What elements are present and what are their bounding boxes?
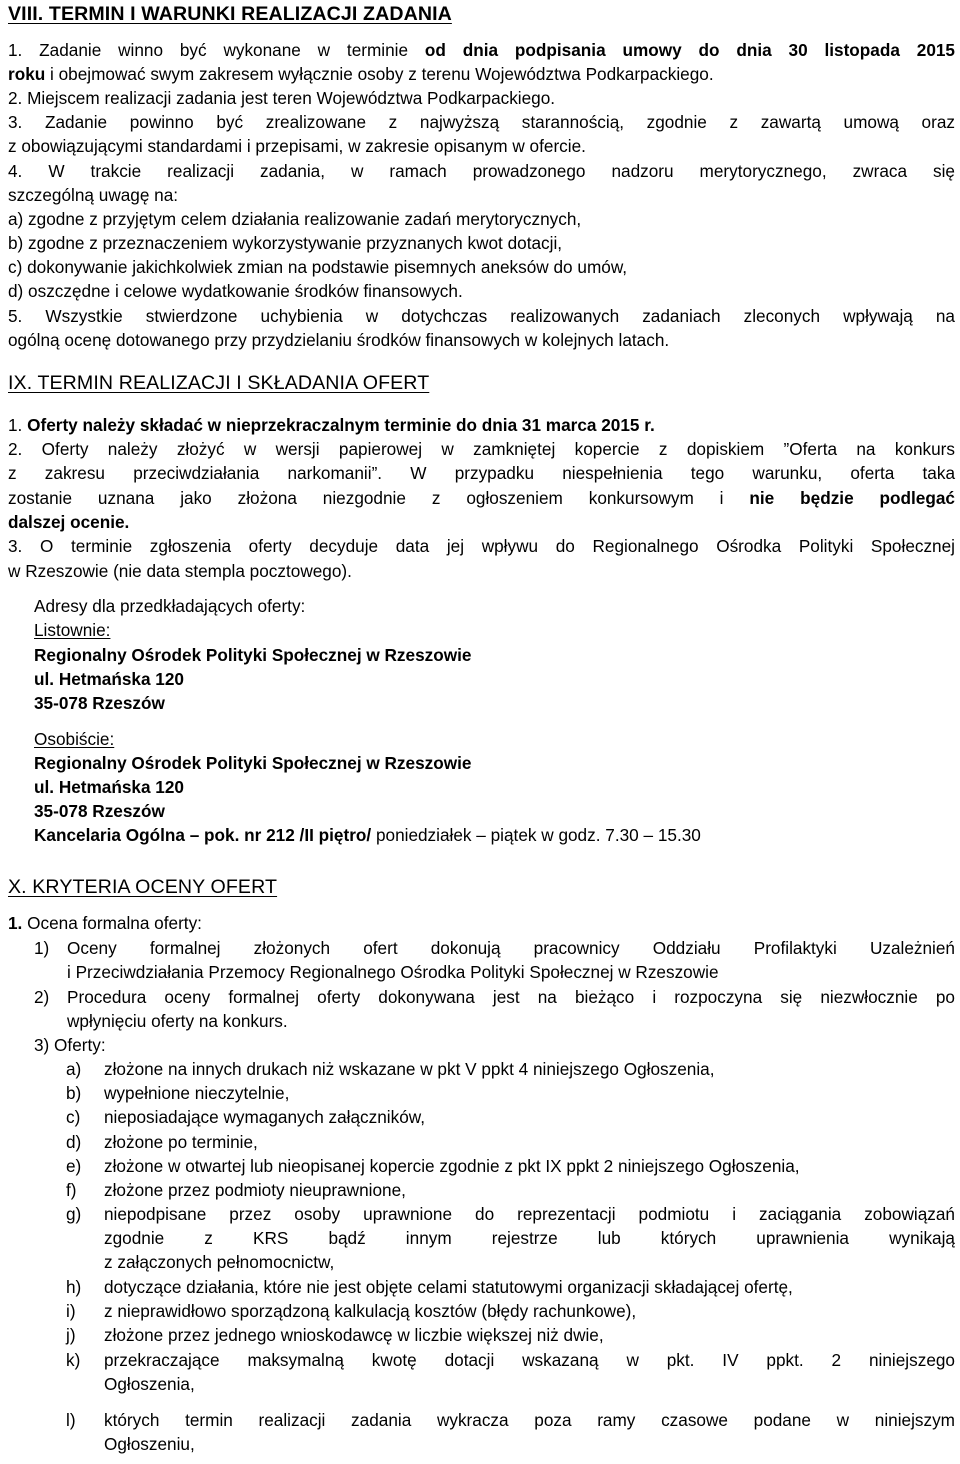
list-item-8-4-c: c) dokonywanie jakichkolwiek zmian na podstawie pisemnych aneksów do umów, — [8, 257, 628, 277]
sub-item-text-continued: Ogłoszeniu, — [104, 1434, 195, 1454]
sub-item-number: a) — [66, 1059, 82, 1079]
paragraph-9-3-line-1: 3. O terminie zgłoszenia oferty decyduje data jej wpływu do Regionalnego Ośrodka Polityki Społecznej — [8, 536, 955, 556]
sub-item-number: i) — [66, 1301, 76, 1321]
sub-item-number: b) — [66, 1083, 82, 1103]
list-item-8-4-d: d) oszczędne i celowe wydatkowanie środków finansowych. — [8, 281, 463, 301]
sub-item-text-continued: z załączonych pełnomocnictw, — [104, 1252, 335, 1272]
paragraph-9-2-line-3: zostanie uznana jako złożona niezgodnie z ogłoszeniem konkursowym i nie będzie podlegać — [8, 488, 955, 508]
sub-item-text: z nieprawidłowo sporządzoną kalkulacją kosztów (błędy rachunkowe), — [104, 1301, 637, 1321]
sub-item-text: złożone na innych drukach niż wskazane w pkt V ppkt 4 niniejszego Ogłoszenia, — [104, 1059, 715, 1079]
sub-item-text: złożone przez podmioty nieuprawnione, — [104, 1180, 406, 1200]
paragraph-9-1: 1. Oferty należy składać w nieprzekraczalnym terminie do dnia 31 marca 2015 r. — [8, 415, 655, 435]
mail-city: 35-078 Rzeszów — [34, 693, 165, 713]
paragraph-9-3-line-2: w Rzeszowie (nie data stempla pocztowego). — [8, 561, 352, 581]
paragraph-9-2-line-2: z zakresu przeciwdziałania narkomanii”. W przypadku niespełnienia tego warunku, oferta taka — [8, 463, 955, 483]
address-intro: Adresy dla przedkładających oferty: — [34, 596, 306, 616]
item-10-1-2-line-1: Procedura oceny formalnej oferty dokonywana jest na bieżąco i rozpoczyna się niezwłocznie po — [67, 987, 955, 1007]
paragraph-8-1-line-2: roku i obejmować swym zakresem wyłącznie osoby z terenu Województwa Podkarpackiego. — [8, 64, 714, 84]
section-heading-viii: VIII. TERMIN I WARUNKI REALIZACJI ZADANIA — [8, 3, 452, 25]
mail-street: ul. Hetmańska 120 — [34, 669, 184, 689]
mail-label: Listownie: — [34, 620, 111, 640]
mail-organization: Regionalny Ośrodek Polityki Społecznej w Rzeszowie — [34, 645, 472, 665]
sub-item-text: przekraczające maksymalną kwotę dotacji wskazaną w pkt. IV ppkt. 2 niniejszego — [104, 1350, 955, 1370]
paragraph-9-2-line-4: dalszej ocenie. — [8, 512, 130, 532]
sub-item-number: l) — [66, 1410, 76, 1430]
sub-item-number: g) — [66, 1204, 82, 1224]
paragraph-8-4-line-1: 4. W trakcie realizacji zadania, w ramach prowadzonego nadzoru merytorycznego, zwraca się — [8, 161, 955, 181]
sub-item-number: k) — [66, 1350, 81, 1370]
item-10-1-3: 3) Oferty: — [34, 1035, 106, 1055]
sub-item-text: dotyczące działania, które nie jest objęte celami statutowymi organizacji składającej ofertę, — [104, 1277, 793, 1297]
sub-item-text: złożone po terminie, — [104, 1132, 258, 1152]
section-heading-ix: IX. TERMIN REALIZACJI I SKŁADANIA OFERT — [8, 372, 430, 394]
sub-item-text: wypełnione nieczytelnie, — [104, 1083, 290, 1103]
item-10-1-1-line-2: i Przeciwdziałania Przemocy Regionalnego Ośrodka Polityki Społecznej w Rzeszowie — [67, 962, 719, 982]
paragraph-10-1: 1. Ocena formalna oferty: — [8, 913, 202, 933]
sub-item-text: których termin realizacji zadania wykracza poza ramy czasowe podane w niniejszym — [104, 1410, 955, 1430]
paragraph-8-1-line-1: 1. Zadanie winno być wykonane w terminie od dnia podpisania umowy do dnia 30 listopada 2015 — [8, 40, 955, 60]
list-item-8-4-b: b) zgodne z przeznaczeniem wykorzystywanie przyznanych kwot dotacji, — [8, 233, 563, 253]
item-10-1-2-line-2: wpłynięciu oferty na konkurs. — [67, 1011, 288, 1031]
sub-item-number: d) — [66, 1132, 82, 1152]
sub-item-text-continued: Ogłoszenia, — [104, 1374, 195, 1394]
paragraph-8-3-line-1: 3. Zadanie powinno być zrealizowane z najwyższą starannością, zgodnie z zawartą umową oraz — [8, 112, 955, 132]
sub-item-number: j) — [66, 1325, 76, 1345]
in-person-street: ul. Hetmańska 120 — [34, 777, 184, 797]
section-heading-x: X. KRYTERIA OCENY OFERT — [8, 876, 278, 898]
in-person-label: Osobiście: — [34, 729, 115, 749]
paragraph-8-5-line-2: ogólną ocenę dotowanego przy przydzielaniu środków finansowych w kolejnych latach. — [8, 330, 670, 350]
sub-item-number: e) — [66, 1156, 82, 1176]
in-person-organization: Regionalny Ośrodek Polityki Społecznej w Rzeszowie — [34, 753, 472, 773]
item-10-1-1-line-1: Oceny formalnej złożonych ofert dokonują pracownicy Oddziału Profilaktyki Uzależnień — [67, 938, 955, 958]
sub-item-number: h) — [66, 1277, 82, 1297]
sub-item-text: nieposiadające wymaganych załączników, — [104, 1107, 426, 1127]
sub-item-number: f) — [66, 1180, 77, 1200]
list-item-8-4-a: a) zgodne z przyjętym celem działania realizowanie zadań merytorycznych, — [8, 209, 582, 229]
in-person-city: 35-078 Rzeszów — [34, 801, 165, 821]
item-10-1-1-number: 1) — [34, 938, 50, 958]
paragraph-9-2-line-1: 2. Oferty należy złożyć w wersji papierowej w zamkniętej kopercie z dopiskiem ”Oferta na konkurs — [8, 439, 955, 459]
sub-item-text-continued: zgodnie z KRS bądź innym rejestrze lub których uprawnienia wynikają — [104, 1228, 955, 1248]
item-10-1-2-number: 2) — [34, 987, 50, 1007]
sub-item-text: złożone w otwartej lub nieopisanej kopercie zgodnie z pkt IX ppkt 2 niniejszego Ogłoszenia, — [104, 1156, 800, 1176]
office-hours: Kancelaria Ogólna – pok. nr 212 /II piętro/ poniedziałek – piątek w godz. 7.30 – 15.30 — [34, 825, 701, 845]
paragraph-8-5-line-1: 5. Wszystkie stwierdzone uchybienia w dotychczas realizowanych zadaniach zleconych wpływają na — [8, 306, 955, 326]
paragraph-8-2: 2. Miejscem realizacji zadania jest teren Województwa Podkarpackiego. — [8, 88, 556, 108]
sub-item-text: złożone przez jednego wnioskodawcę w liczbie większej niż dwie, — [104, 1325, 604, 1345]
sub-item-number: c) — [66, 1107, 81, 1127]
paragraph-8-4-line-2: szczególną uwagę na: — [8, 185, 179, 205]
sub-item-text: niepodpisane przez osoby uprawnione do reprezentacji podmiotu i zaciągania zobowiązań — [104, 1204, 955, 1224]
paragraph-8-3-line-2: z obowiązującymi standardami i przepisami, w zakresie opisanym w ofercie. — [8, 136, 586, 156]
